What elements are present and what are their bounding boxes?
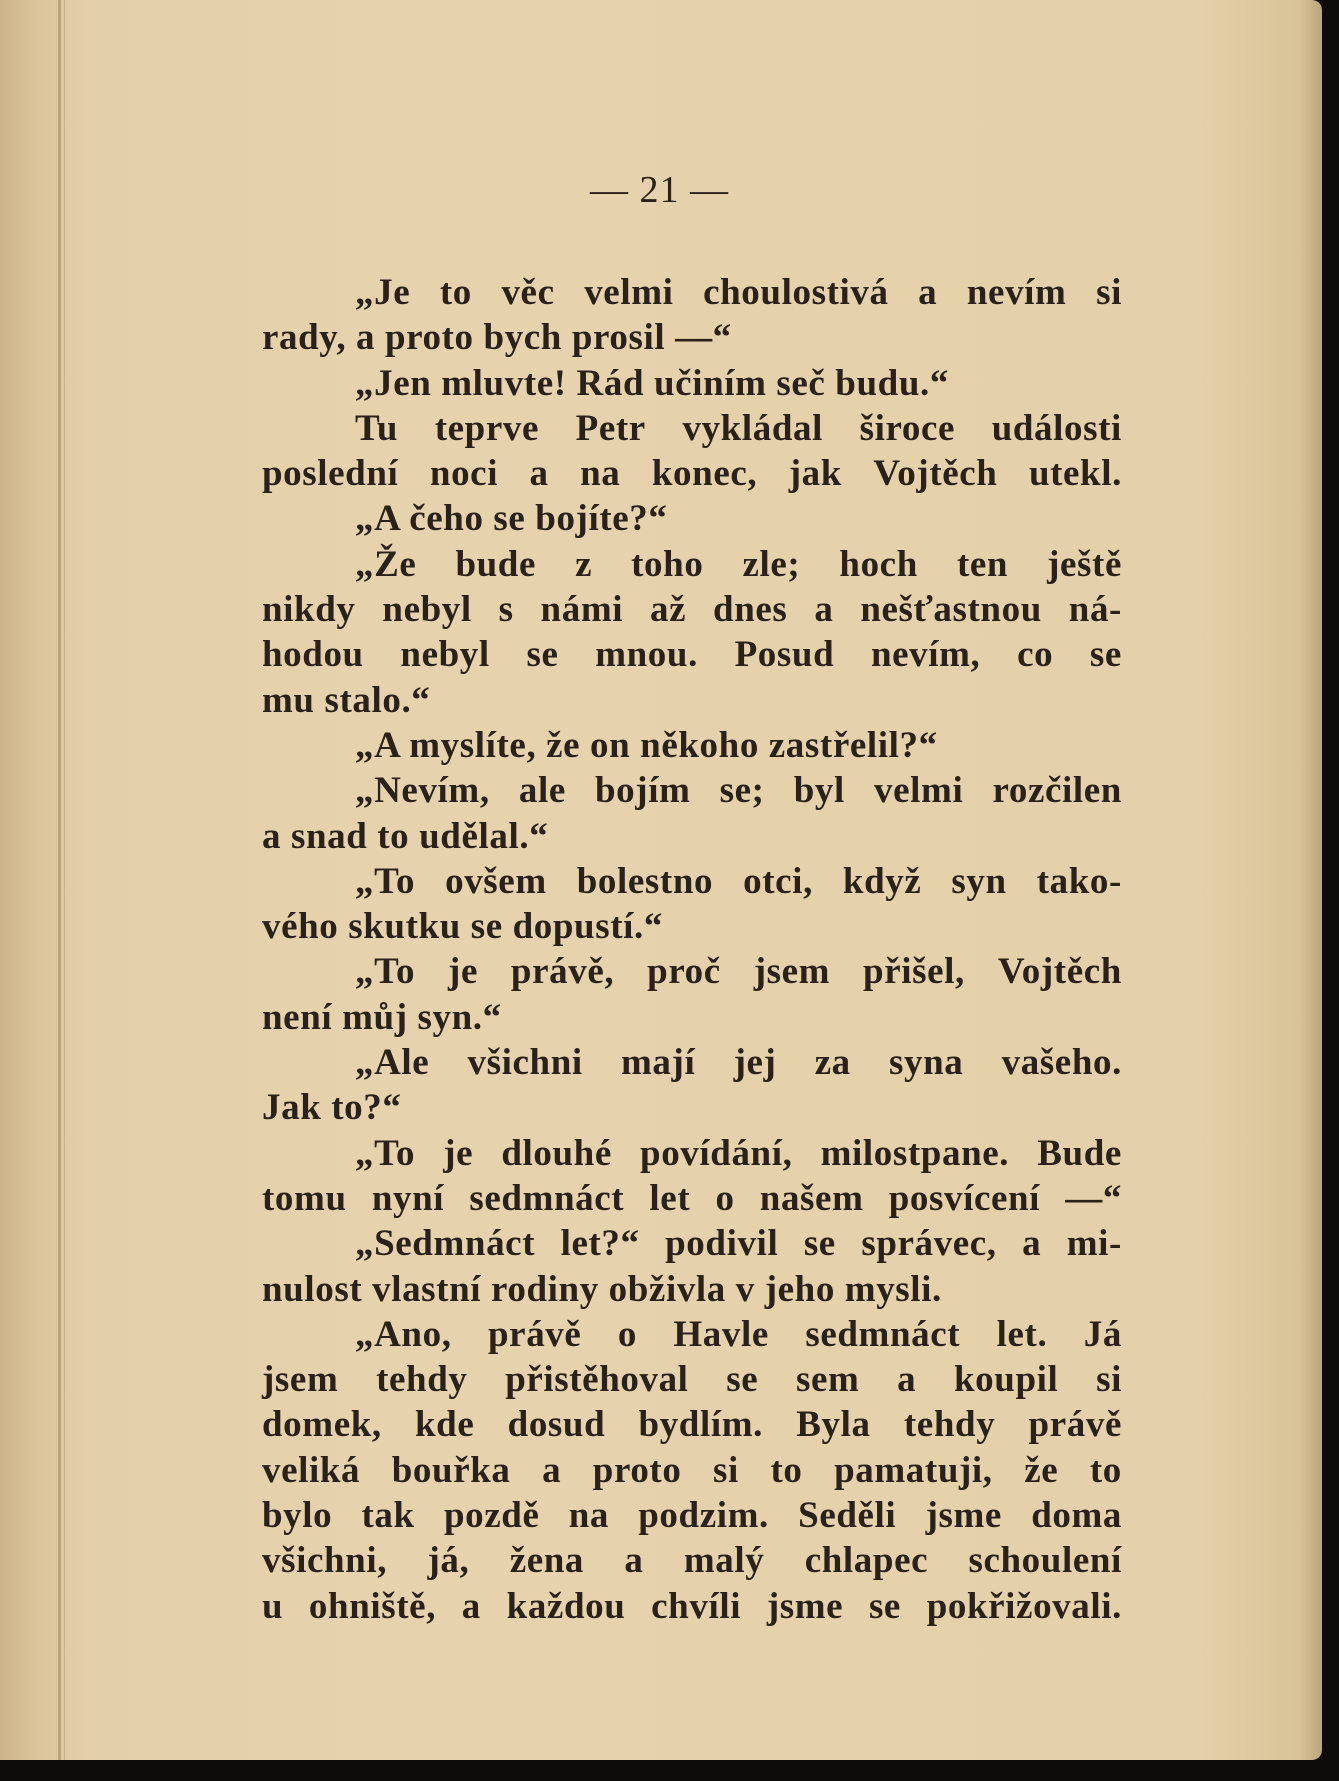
text-line: veliká bouřka a proto si to pamatuji, že to [262,1449,1122,1491]
text-line: vého skutku se dopustí.“ [262,906,663,948]
text-line: „Ale všichni mají jej za syna vašeho. [355,1042,1122,1084]
text-line: „Že bude z toho zle; hoch ten ještě [355,543,1122,585]
text-line: „Ano, právě o Havle sedmnáct let. Já [355,1313,1122,1355]
text-line: „To je právě, proč jsem přišel, Vojtěch [355,951,1122,993]
text-line: nikdy nebyl s námi až dnes a nešťastnou ná- [262,589,1122,631]
text-line: Jak to?“ [262,1087,402,1129]
text-line: hodou nebyl se mnou. Posud nevím, co se [262,634,1122,676]
text-line: jsem tehdy přistěhoval se sem a koupil si [262,1359,1122,1401]
text-line: „Je to věc velmi choulostivá a nevím si [355,272,1122,313]
text-line: bylo tak pozdě na podzim. Seděli jsme doma [262,1495,1122,1537]
text-line: „Nevím, ale bojím se; byl velmi rozčilen [355,770,1122,812]
page-text [262,270,1122,1629]
text-line: a snad to udělal.“ [262,815,549,857]
page-binding-line [64,0,65,1760]
text-line: poslední noci a na konec, jak Vojtěch utekl. [262,453,1122,495]
text-line: není můj syn.“ [262,996,502,1038]
text-line: mu stalo.“ [262,679,431,721]
text-line: „To je dlouhé povídání, milostpane. Bude [355,1132,1122,1174]
text-line: u ohniště, a každou chvíli jsme se pokřižovali. [262,1585,1122,1627]
text-line: „A myslíte, že on někoho zastřelil?“ [355,724,938,766]
text-line: „Jen mluvte! Rád učiním seč budu.“ [355,362,949,404]
page-binding-shadow [58,0,61,1760]
text-line: všichni, já, žena a malý chlapec schoulení [262,1540,1122,1582]
text-line: nulost vlastní rodiny obživla v jeho mysli. [262,1268,942,1310]
text-line: domek, kde dosud bydlím. Byla tehdy právě [262,1404,1122,1446]
text-line: „Sedmnáct let?“ podivil se správec, a mi- [355,1223,1122,1265]
text-line: „A čeho se bojíte?“ [355,498,668,540]
page-number: — 21 — [590,169,729,211]
text-line: rady, a proto bych prosil —“ [262,317,732,359]
text-line: „To ovšem bolestno otci, když syn tako- [355,860,1122,902]
text-line: Tu teprve Petr vykládal široce události [355,407,1122,449]
text-line: tomu nyní sedmnáct let o našem posvícení —“ [262,1177,1122,1219]
